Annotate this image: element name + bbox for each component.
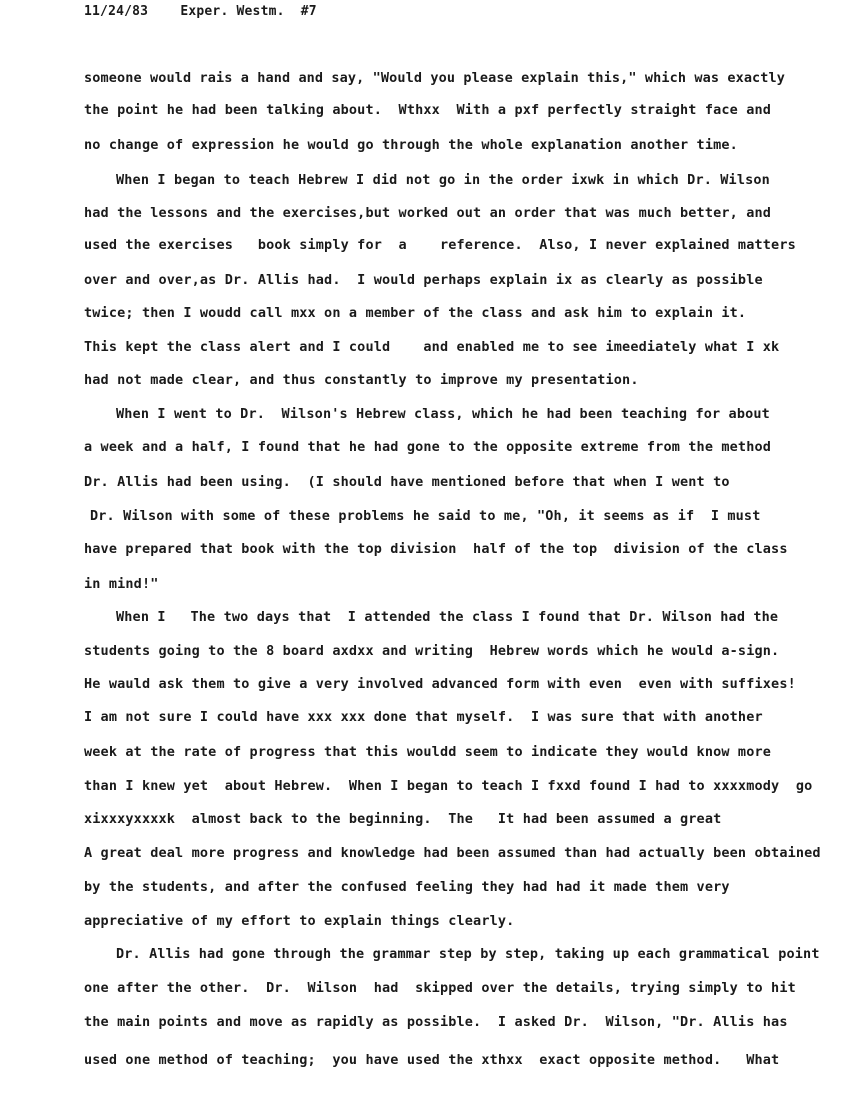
text-line: one after the other. Dr. Wilson had skipped over the details, trying simply to hit [84,980,796,996]
text-line: no change of expression he would go through the whole explanation another time. [84,137,738,153]
page-header: 11/24/83 Exper. Westm. #7 [84,4,317,19]
text-line: used the exercises book simply for a reference. Also, I never explained matters [84,237,796,253]
text-line: than I knew yet about Hebrew. When I began to teach I fxxd found I had to xxxxmody go [84,778,813,794]
text-line: the main points and move as rapidly as possible. I asked Dr. Wilson, "Dr. Allis has [84,1014,788,1030]
text-line: Dr. Wilson with some of these problems he said to me, "Oh, it seems as if I must [90,508,761,524]
text-line: This kept the class alert and I could and enabled me to see imeediately what I xk [84,339,780,355]
text-line: Dr. Allis had been using. (I should have mentioned before that when I went to [84,474,730,490]
text-line: someone would rais a hand and say, "Would you please explain this," which was exactly [84,70,786,86]
text-line: the point he had been talking about. Wthxx With a pxf perfectly straight face and [84,102,772,118]
text-line: appreciative of my effort to explain things clearly. [84,913,515,929]
text-line: in mind!" [84,576,159,592]
text-line: have prepared that book with the top division half of the top division of the class [84,541,788,557]
text-line: twice; then I woudd call mxx on a member of the class and ask him to explain it. [84,305,747,321]
text-line: Dr. Allis had gone through the grammar step by step, taking up each grammatical point [116,946,820,962]
text-line: students going to the 8 board axdxx and writing Hebrew words which he would a-sign. [84,643,780,659]
text-line: by the students, and after the confused feeling they had had it made them very [84,879,730,895]
text-line: When I went to Dr. Wilson's Hebrew class, which he had been teaching for about [116,406,770,422]
text-line: week at the rate of progress that this wouldd seem to indicate they would know more [84,744,772,760]
text-line: I am not sure I could have xxx xxx done that myself. I was sure that with another [84,709,763,725]
text-line: xixxxyxxxxk almost back to the beginning. The It had been assumed a great [84,811,722,827]
text-line: over and over,as Dr. Allis had. I would perhaps explain ix as clearly as possible [84,272,763,288]
text-line: When I The two days that I attended the class I found that Dr. Wilson had the [116,609,779,625]
text-line: He wauld ask them to give a very involved advanced form with even even with suffixes! [84,676,796,692]
text-line: used one method of teaching; you have used the xthxx exact opposite method. What [84,1052,780,1068]
text-line: had not made clear, and thus constantly to improve my presentation. [84,372,639,388]
text-line: had the lessons and the exercises,but worked out an order that was much better, and [84,205,772,221]
text-line: When I began to teach Hebrew I did not go in the order ixwk in which Dr. Wilson [116,172,770,188]
text-line: A great deal more progress and knowledge had been assumed than had actually been obtained [84,845,821,861]
text-line: a week and a half, I found that he had gone to the opposite extreme from the method [84,439,772,455]
